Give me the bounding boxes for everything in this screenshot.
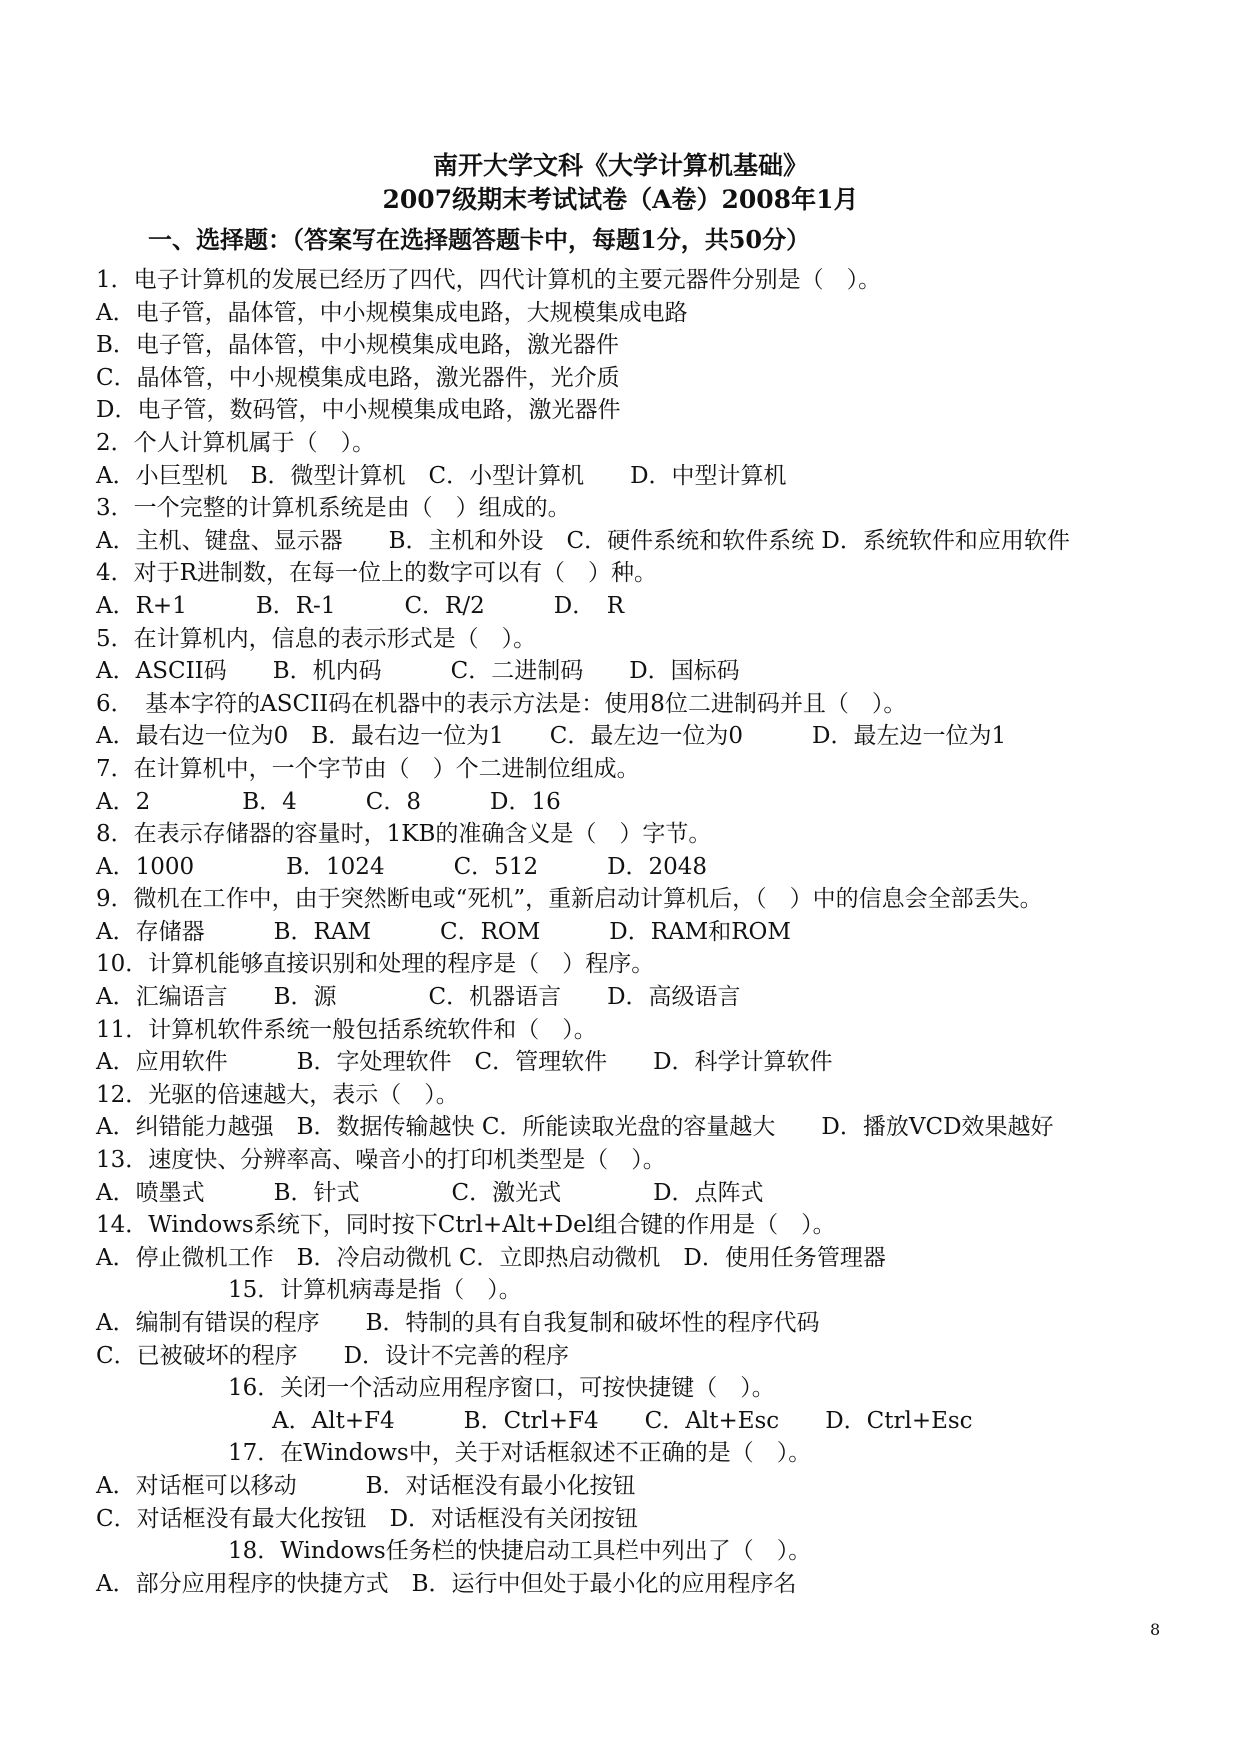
- option-line: A．Alt+F4 B．Ctrl+F4 C．Alt+Esc D．Ctrl+Esc: [272, 1407, 973, 1434]
- exam-subtitle: 2007级期末考试试卷（A卷）2008年1月: [382, 185, 859, 214]
- question-line: 10．计算机能够直接识别和处理的程序是（ ）程序。: [96, 951, 655, 978]
- option-line: B．电子管，晶体管，中小规模集成电路，激光器件: [96, 332, 619, 359]
- option-line: A．存储器 B．RAM C．ROM D．RAM和ROM: [96, 918, 791, 945]
- question-list: [96, 264, 1196, 1600]
- question-line: 9．微机在工作中，由于突然断电或“死机”，重新启动计算机后，（ ）中的信息会全部丢失。: [96, 886, 1043, 913]
- option-line: A．2 B．4 C．8 D．16: [96, 788, 561, 815]
- option-line: A．电子管，晶体管，中小规模集成电路，大规模集成电路: [96, 299, 688, 326]
- question-line: 13．速度快、分辨率高、噪音小的打印机类型是（ ）。: [96, 1147, 666, 1174]
- option-line: A．最右边一位为0 B．最右边一位为1 C．最左边一位为0 D．最左边一位为1: [96, 723, 1007, 750]
- option-line: A．纠错能力越强 B．数据传输越快 C．所能读取光盘的容量越大 D．播放VCD效果越好: [96, 1114, 1054, 1141]
- question-line: 11．计算机软件系统一般包括系统软件和（ ）。: [96, 1016, 597, 1043]
- option-line: A．1000 B．1024 C．512 D．2048: [96, 853, 708, 880]
- option-line: A．小巨型机 B．微型计算机 C．小型计算机 D．中型计算机: [96, 462, 787, 489]
- question-line: 4．对于R进制数，在每一位上的数字可以有（ ）种。: [96, 560, 657, 587]
- question-line: 14．Windows系统下，同时按下Ctrl+Alt+Del组合键的作用是（ ）。: [96, 1212, 836, 1239]
- question-line: 1．电子计算机的发展已经历了四代，四代计算机的主要元器件分别是（ ）。: [96, 267, 882, 293]
- option-line: A．部分应用程序的快捷方式 B．运行中但处于最小化的应用程序名: [96, 1570, 797, 1597]
- option-line: A．R+1 B．R-1 C．R/2 D． R: [96, 592, 625, 619]
- question-line: 15．计算机病毒是指（ ）。: [228, 1277, 522, 1304]
- option-line: C．对话框没有最大化按钮 D．对话框没有关闭按钮: [96, 1505, 639, 1532]
- option-line: A．主机、键盘、显示器 B．主机和外设 C．硬件系统和软件系统 D．系统软件和应用软件: [96, 527, 1070, 554]
- option-line: C．已被破坏的程序 D．设计不完善的程序: [96, 1342, 570, 1369]
- option-line: C．晶体管，中小规模集成电路，激光器件，光介质: [96, 364, 620, 391]
- question-line: 8．在表示存储器的容量时，1KB的准确含义是（ ）字节。: [96, 821, 712, 848]
- question-line: 6． 基本字符的ASCII码在机器中的表示方法是：使用8位二进制码并且（ ）。: [96, 690, 907, 717]
- option-line: A．应用软件 B．字处理软件 C．管理软件 D．科学计算软件: [96, 1049, 833, 1076]
- question-line: 5．在计算机内，信息的表示形式是（ ）。: [96, 625, 537, 652]
- option-line: A．编制有错误的程序 B．特制的具有自我复制和破坏性的程序代码: [96, 1310, 820, 1336]
- question-line: 12．光驱的倍速越大，表示（ ）。: [96, 1081, 459, 1108]
- option-line: A．停止微机工作 B．冷启动微机 C．立即热启动微机 D．使用任务管理器: [96, 1244, 886, 1271]
- question-line: 17．在Windows中，关于对话框叙述不正确的是（ ）。: [228, 1440, 812, 1467]
- question-line: 3．一个完整的计算机系统是由（ ）组成的。: [96, 495, 571, 522]
- option-line: A．汇编语言 B．源 C．机器语言 D．高级语言: [96, 984, 741, 1011]
- page-number: 8: [1150, 1620, 1161, 1639]
- question-line: 2．个人计算机属于（ ）。: [96, 429, 376, 456]
- question-line: 18．Windows任务栏的快捷启动工具栏中列出了（ ）。: [228, 1538, 812, 1565]
- option-line: A．对话框可以移动 B．对话框没有最小化按钮: [96, 1472, 636, 1499]
- option-line: D．电子管，数码管，中小规模集成电路，激光器件: [96, 397, 621, 424]
- exam-title: 南开大学文科《大学计算机基础》: [432, 151, 808, 180]
- section-heading: 一、选择题：（答案写在选择题答题卡中，每题1分，共50分）: [148, 225, 811, 254]
- option-line: A．ASCII码 B．机内码 C．二进制码 D．国标码: [96, 658, 740, 685]
- option-line: A．喷墨式 B．针式 C．激光式 D．点阵式: [96, 1179, 764, 1206]
- question-line: 16．关闭一个活动应用程序窗口，可按快捷键（ ）。: [228, 1375, 775, 1402]
- question-line: 7．在计算机中，一个字节由（ ）个二进制位组成。: [96, 755, 640, 782]
